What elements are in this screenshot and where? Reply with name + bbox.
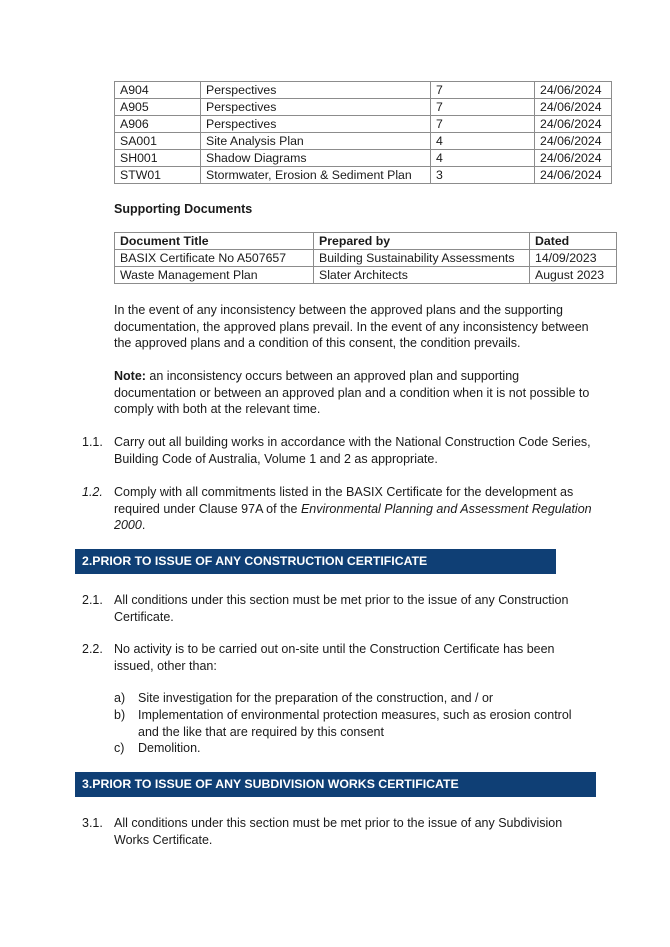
drawing-revision: 4 <box>431 133 535 150</box>
condition-number: 2.2. <box>82 642 103 656</box>
drawing-revision: 3 <box>431 167 535 184</box>
column-header: Dated <box>530 233 617 250</box>
drawing-revision: 7 <box>431 99 535 116</box>
drawing-date: 24/06/2024 <box>535 99 612 116</box>
condition-text-b: . <box>141 518 146 532</box>
inconsistency-paragraph: In the event of any inconsistency between the approved plans and the supporting documentation, the approved plans prevail. In the event of any inconsistency between the approved plans and a condition of this consent, the condition prevails. <box>114 303 589 350</box>
drawing-no: A904 <box>115 82 201 99</box>
document-title: BASIX Certificate No A507657 <box>115 250 314 267</box>
sub-item-text: Site investigation for the preparation of the construction, and / or <box>138 691 494 705</box>
prepared-by: Slater Architects <box>314 267 530 284</box>
dated: August 2023 <box>530 267 617 284</box>
supporting-documents-heading: Supporting Documents <box>114 202 253 216</box>
table-row <box>115 250 617 267</box>
column-header: Document Title <box>115 233 314 250</box>
drawing-date: 24/06/2024 <box>535 82 612 99</box>
drawing-no: SH001 <box>115 150 201 167</box>
condition-text: All conditions under this section must be met prior to the issue of any Construction Certificate. <box>114 593 569 624</box>
sub-item-text: Demolition. <box>138 741 201 755</box>
table-row <box>115 99 612 116</box>
note-label: Note: <box>114 369 146 383</box>
drawing-date: 24/06/2024 <box>535 133 612 150</box>
table-row <box>115 133 612 150</box>
condition-number: 1.2. <box>82 485 103 499</box>
document-title: Waste Management Plan <box>115 267 314 284</box>
drawing-no: STW01 <box>115 167 201 184</box>
column-header: Prepared by <box>314 233 530 250</box>
condition-text: All conditions under this section must be met prior to the issue of any Subdivision Works Certificate. <box>114 816 563 847</box>
sub-item-letter: c) <box>114 741 125 755</box>
drawings-table <box>114 81 612 184</box>
condition-text <box>114 484 592 534</box>
condition-text: No activity is to be carried out on-site until the Construction Certificate has been issued, other than: <box>114 642 555 673</box>
drawing-date: 24/06/2024 <box>535 150 612 167</box>
table-header-row <box>115 233 617 250</box>
drawing-no: A905 <box>115 99 201 116</box>
drawing-title: Perspectives <box>201 99 431 116</box>
section-2-header: 2.PRIOR TO ISSUE OF ANY CONSTRUCTION CERTIFICATE <box>75 549 556 574</box>
prepared-by: Building Sustainability Assessments <box>314 250 530 267</box>
sub-item-text: Implementation of environmental protection measures, such as erosion control and the like that are required by this consent <box>138 708 572 739</box>
condition-text-a: Comply with all commitments listed in the BASIX Certificate for the development as required under Clause 97A of the <box>114 485 574 516</box>
condition-number: 3.1. <box>82 816 103 830</box>
drawing-no: SA001 <box>115 133 201 150</box>
supporting-documents-table <box>114 232 617 284</box>
condition-text: Carry out all building works in accordance with the National Construction Code Series, Building Code of Australia, Volume 1 and 2 as appropriate. <box>114 435 591 466</box>
sub-item-letter: a) <box>114 691 126 705</box>
drawing-title: Stormwater, Erosion & Sediment Plan <box>201 167 431 184</box>
drawing-no: A906 <box>115 116 201 133</box>
dated: 14/09/2023 <box>530 250 617 267</box>
drawing-revision: 4 <box>431 150 535 167</box>
condition-number: 2.1. <box>82 593 103 607</box>
drawing-date: 24/06/2024 <box>535 167 612 184</box>
table-row <box>115 167 612 184</box>
drawing-title: Shadow Diagrams <box>201 150 431 167</box>
section-3-header: 3.PRIOR TO ISSUE OF ANY SUBDIVISION WORKS CERTIFICATE <box>75 772 596 797</box>
regulation-title: Environmental Planning and Assessment Regulation 2000 <box>114 501 592 532</box>
drawing-title: Perspectives <box>201 116 431 133</box>
condition-number: 1.1. <box>82 435 103 449</box>
drawing-title: Site Analysis Plan <box>201 133 431 150</box>
table-row <box>115 82 612 99</box>
note-paragraph <box>114 368 594 418</box>
drawing-date: 24/06/2024 <box>535 116 612 133</box>
drawing-revision: 7 <box>431 82 535 99</box>
drawing-title: Perspectives <box>201 82 431 99</box>
drawing-revision: 7 <box>431 116 535 133</box>
table-row <box>115 150 612 167</box>
table-row <box>115 267 617 284</box>
sub-item-letter: b) <box>114 708 126 722</box>
table-row <box>115 116 612 133</box>
note-text: an inconsistency occurs between an approved plan and supporting documentation or between an approved plan and a condition when it is not possible to comply with both at the relevant time. <box>114 369 590 416</box>
